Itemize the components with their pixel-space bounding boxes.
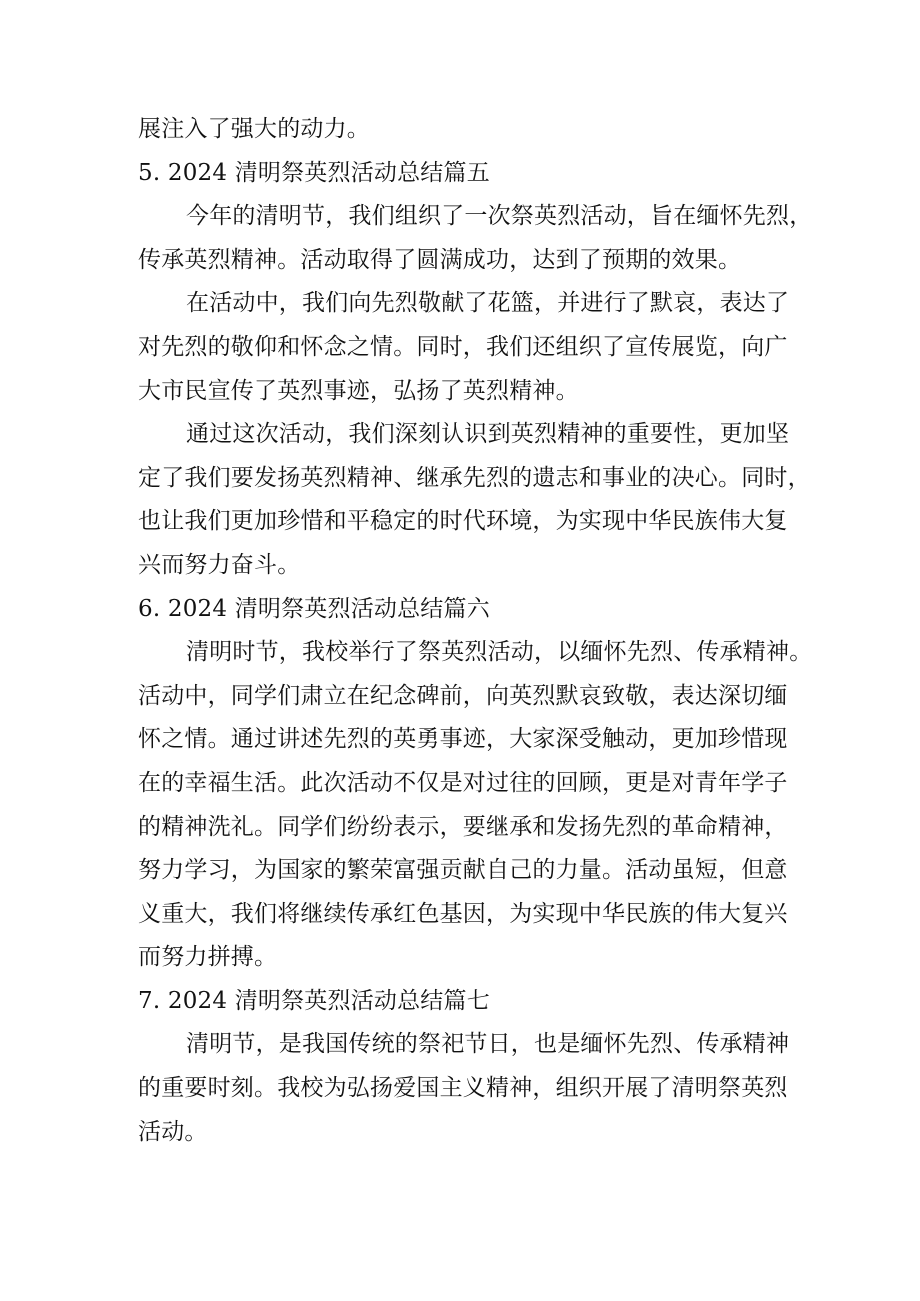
paragraph-line: 的重要时刻。我校为弘扬爱国主义精神，组织开展了清明祭英烈 [138, 1075, 788, 1102]
paragraph-line: 今年的清明节，我们组织了一次祭英烈活动，旨在缅怀先烈， [186, 203, 813, 230]
section-heading-7: 7. 2024 清明祭英烈活动总结篇七 [138, 987, 490, 1014]
paragraph-line: 通过这次活动，我们深刻认识到英烈精神的重要性，更加坚 [186, 421, 790, 448]
document-page [138, 108, 813, 1154]
text-line: 展注入了强大的动力。 [138, 116, 370, 142]
section-heading-6: 6. 2024 清明祭英烈活动总结篇六 [138, 595, 490, 622]
paragraph-line: 在活动中，我们向先烈敬献了花篮，并进行了默哀，表达了 [186, 290, 790, 317]
paragraph-line: 活动中，同学们肃立在纪念碑前，向英烈默哀致敬，表达深切缅 [138, 682, 788, 709]
paragraph-line: 传承英烈精神。活动取得了圆满成功，达到了预期的效果。 [138, 246, 742, 273]
section-heading-5: 5. 2024 清明祭英烈活动总结篇五 [138, 159, 490, 186]
paragraph-line: 大市民宣传了英烈事迹，弘扬了英烈精神。 [138, 377, 579, 404]
paragraph-line: 清明时节，我校举行了祭英烈活动，以缅怀先烈、传承精神。 [186, 639, 813, 666]
paragraph-line: 也让我们更加珍惜和平稳定的时代环境，为实现中华民族伟大复 [138, 508, 788, 535]
paragraph-line: 义重大，我们将继续传承红色基因，为实现中华民族的伟大复兴 [138, 900, 788, 927]
paragraph-line: 定了我们要发扬英烈精神、继承先烈的遗志和事业的决心。同时， [138, 464, 811, 491]
paragraph-line: 兴而努力奋斗。 [138, 551, 301, 578]
paragraph-line: 的精神洗礼。同学们纷纷表示，要继承和发扬先烈的革命精神， [138, 813, 788, 840]
paragraph-line: 而努力拼搏。 [138, 944, 278, 971]
paragraph-line: 活动。 [138, 1118, 208, 1145]
paragraph-line: 在的幸福生活。此次活动不仅是对过往的回顾，更是对青年学子 [138, 769, 788, 796]
paragraph-line: 怀之情。通过讲述先烈的英勇事迹，大家深受触动，更加珍惜现 [138, 726, 788, 753]
paragraph-line: 清明节，是我国传统的祭祀节日，也是缅怀先烈、传承精神 [186, 1031, 790, 1058]
paragraph-line: 努力学习，为国家的繁荣富强贡献自己的力量。活动虽短，但意 [138, 857, 788, 884]
paragraph-line: 对先烈的敬仰和怀念之情。同时，我们还组织了宣传展览，向广 [138, 333, 788, 360]
